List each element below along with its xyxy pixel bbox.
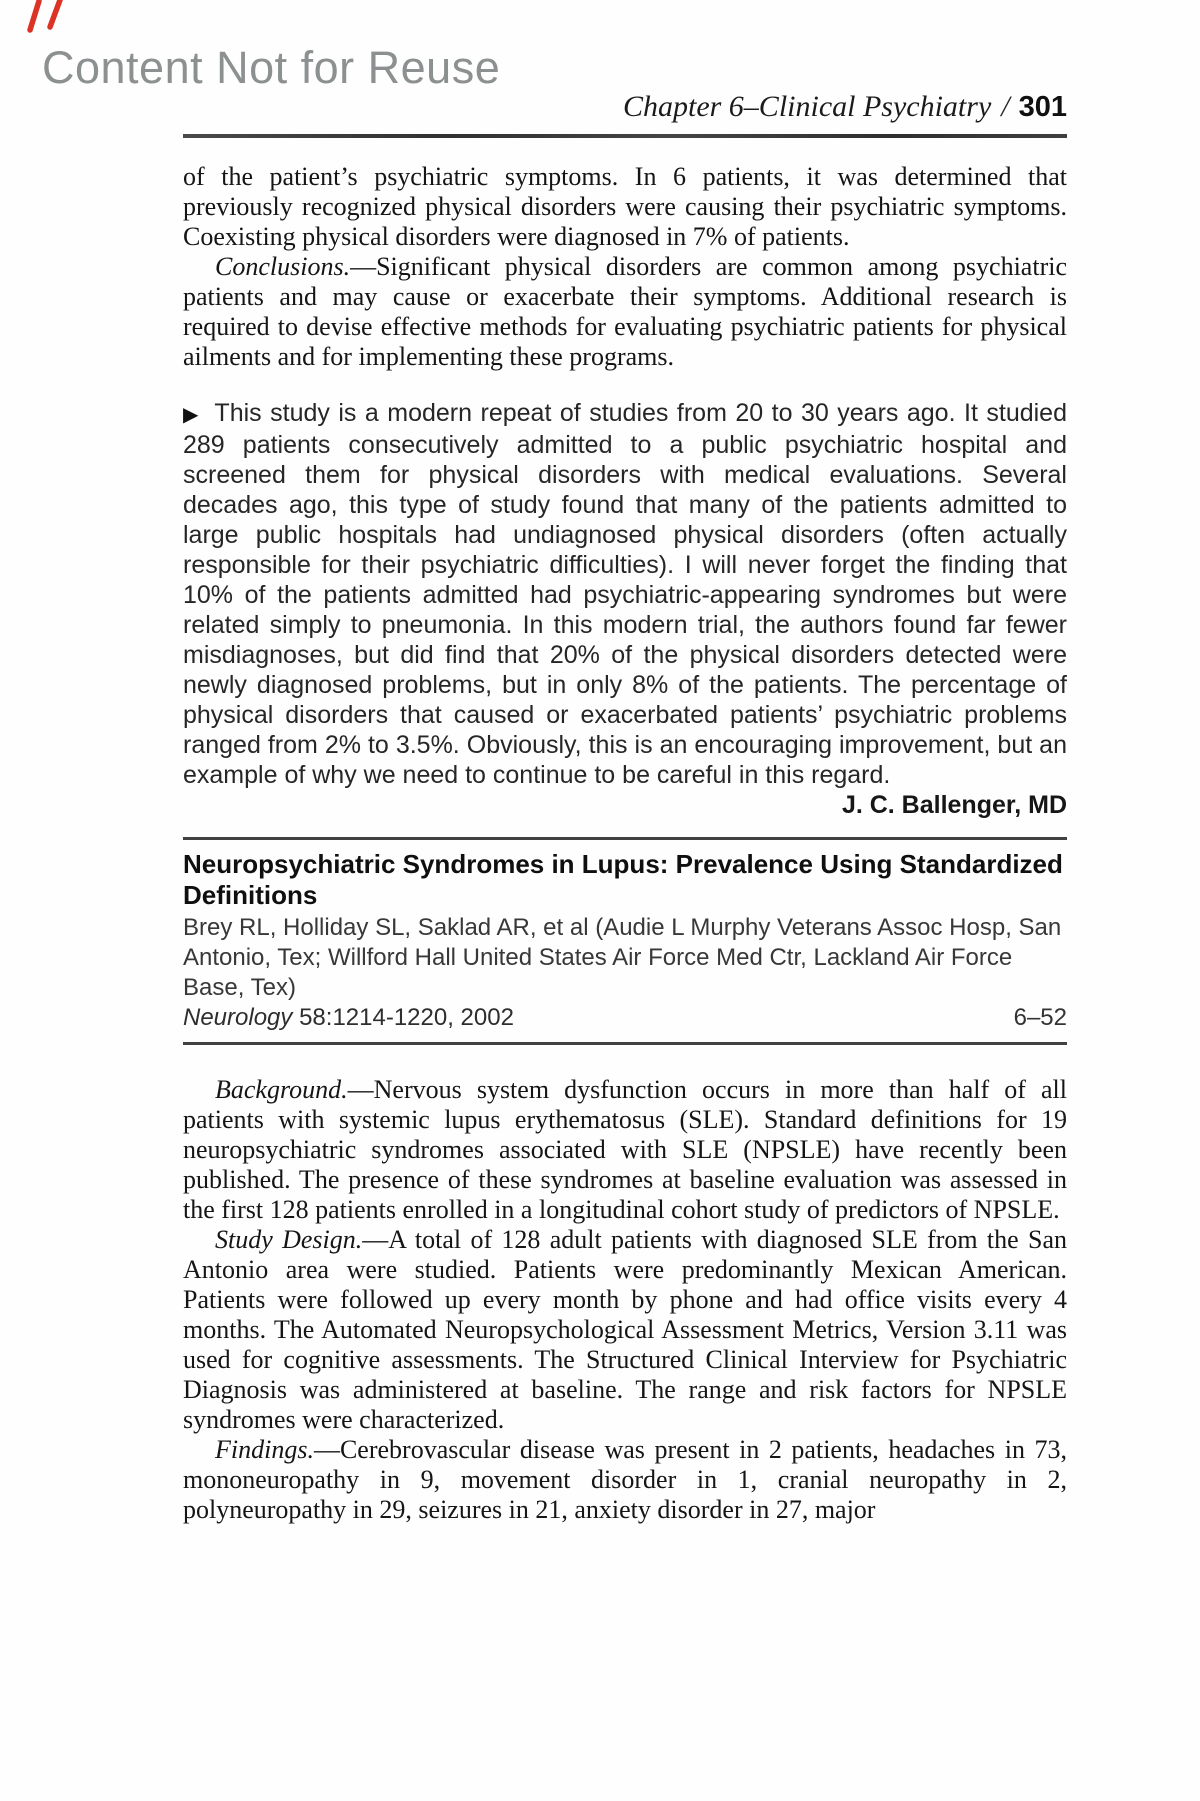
conclusions-text: —Significant physical disorders are common among psychiatric patients and may cause or exacerbate their symptoms. Additional research is required to devise effective methods for evaluating psychiatric patients for physical ailments and for implementing these programs. (183, 252, 1067, 371)
conclusions-label: Conclusions. (215, 252, 351, 281)
journal-reference (183, 1003, 514, 1033)
citation-block (183, 837, 1067, 1045)
journal-volume-pages: 58:1214-1220, 2002 (292, 1004, 514, 1031)
running-head-separator: / (1001, 90, 1010, 123)
study-design-paragraph (183, 1225, 1067, 1435)
commentator-signature: J. C. Ballenger, MD (841, 791, 1067, 819)
journal-line (183, 1003, 1067, 1033)
continuation-text: of the patient’s psychiatric symptoms. In 6 patients, it was determined that previously recognized physical disorders were causing their psychiatric symptoms. Coexisting physical disorders were diagnosed in 7% of patients. (183, 162, 1067, 251)
background-label: Background. (215, 1075, 348, 1104)
findings-label: Findings. (215, 1435, 314, 1464)
citation-bottom-rule (183, 1042, 1067, 1045)
page-number: 301 (1018, 91, 1067, 123)
study-design-label: Study Design. (215, 1225, 363, 1254)
watermark-text: Content Not for Reuse (42, 42, 501, 93)
background-text: —Nervous system dysfunction occurs in more than half of all patients with systemic lupus erythematosus (SLE). Standard definitions for 19 neuropsychiatric syndromes associated with SLE (NPSLE) have recently been published. The presence of these syndromes at baseline evaluation was assessed in the first 128 patients enrolled in a longitudinal cohort study of predictors of NPSLE. (183, 1075, 1067, 1224)
findings-text: —Cerebrovascular disease was present in 2 patients, headaches in 73, mononeuropathy in 9, movement disorder in 1, cranial neuropathy in 2, polyneuropathy in 29, seizures in 21, anxiety disorder in 27, major (183, 1435, 1067, 1524)
header-rule (183, 134, 1067, 138)
study-design-text: —A total of 128 adult patients with diagnosed SLE from the San Antonio area were studied. Patients were predominantly Mexican American. Patients were followed up every month by phone and had office visits every 4 months. The Automated Neuropsychological Assessment Metrics, Version 3.11 was used for cognitive assessments. The Structured Clinical Interview for Psychiatric Diagnosis was administered at baseline. The range and risk factors for NPSLE syndromes were characterized. (183, 1225, 1067, 1434)
chapter-title: Chapter 6–Clinical Psychiatry (622, 90, 992, 123)
abstract-block (183, 1075, 1067, 1525)
commentary-text: This study is a modern repeat of studies from 20 to 30 years ago. It studied 289 patients consecutively admitted to a public psychiatric hospital and screened them for physical disorders with medical evaluations. Several decades ago, this type of study found that many of the patients admitted to large public hospitals had undiagnosed physical disorders (often actually responsible for their psychiatric difficulties). I will never forget the finding that 10% of the patients admitted had psychiatric-appearing syndromes but were related simply to pneumonia. In this modern trial, the authors found far fewer misdiagnoses, but did find that 20% of the physical disorders detected were newly diagnosed problems, but in only 8% of the patients. The percentage of physical disorders that caused or exacerbated patients’ psychiatric problems ranged from 2% to 3.5%. Obviously, this is an encouraging improvement, but an example of why we need to continue to be careful in this regard. (183, 399, 1067, 789)
triangle-bullet-icon: ▶ (183, 404, 202, 426)
article-authors: Brey RL, Holliday SL, Saklad AR, et al (Audie L Murphy Veterans Assoc Hosp, San Antonio, Tex; Willford Hall United States Air Force Med Ctr, Lackland Air Force Base, Tex) (183, 914, 1062, 1001)
paragraph-continuation (183, 162, 1067, 252)
editor-commentary-block (183, 398, 1067, 820)
findings-paragraph (183, 1435, 1067, 1525)
text-column (183, 0, 1067, 1525)
background-paragraph (183, 1075, 1067, 1225)
running-head (183, 0, 1067, 124)
conclusions-paragraph (183, 252, 1067, 372)
red-pen-marks-icon (24, 0, 72, 34)
citation-top-rule (183, 837, 1067, 840)
commentary-paragraph (183, 398, 1067, 790)
abstract-reference-number: 6–52 (1013, 1004, 1067, 1031)
journal-name: Neurology (183, 1004, 293, 1031)
article-title: Neuropsychiatric Syndromes in Lupus: Prevalence Using Standardized Definitions (183, 849, 1063, 910)
